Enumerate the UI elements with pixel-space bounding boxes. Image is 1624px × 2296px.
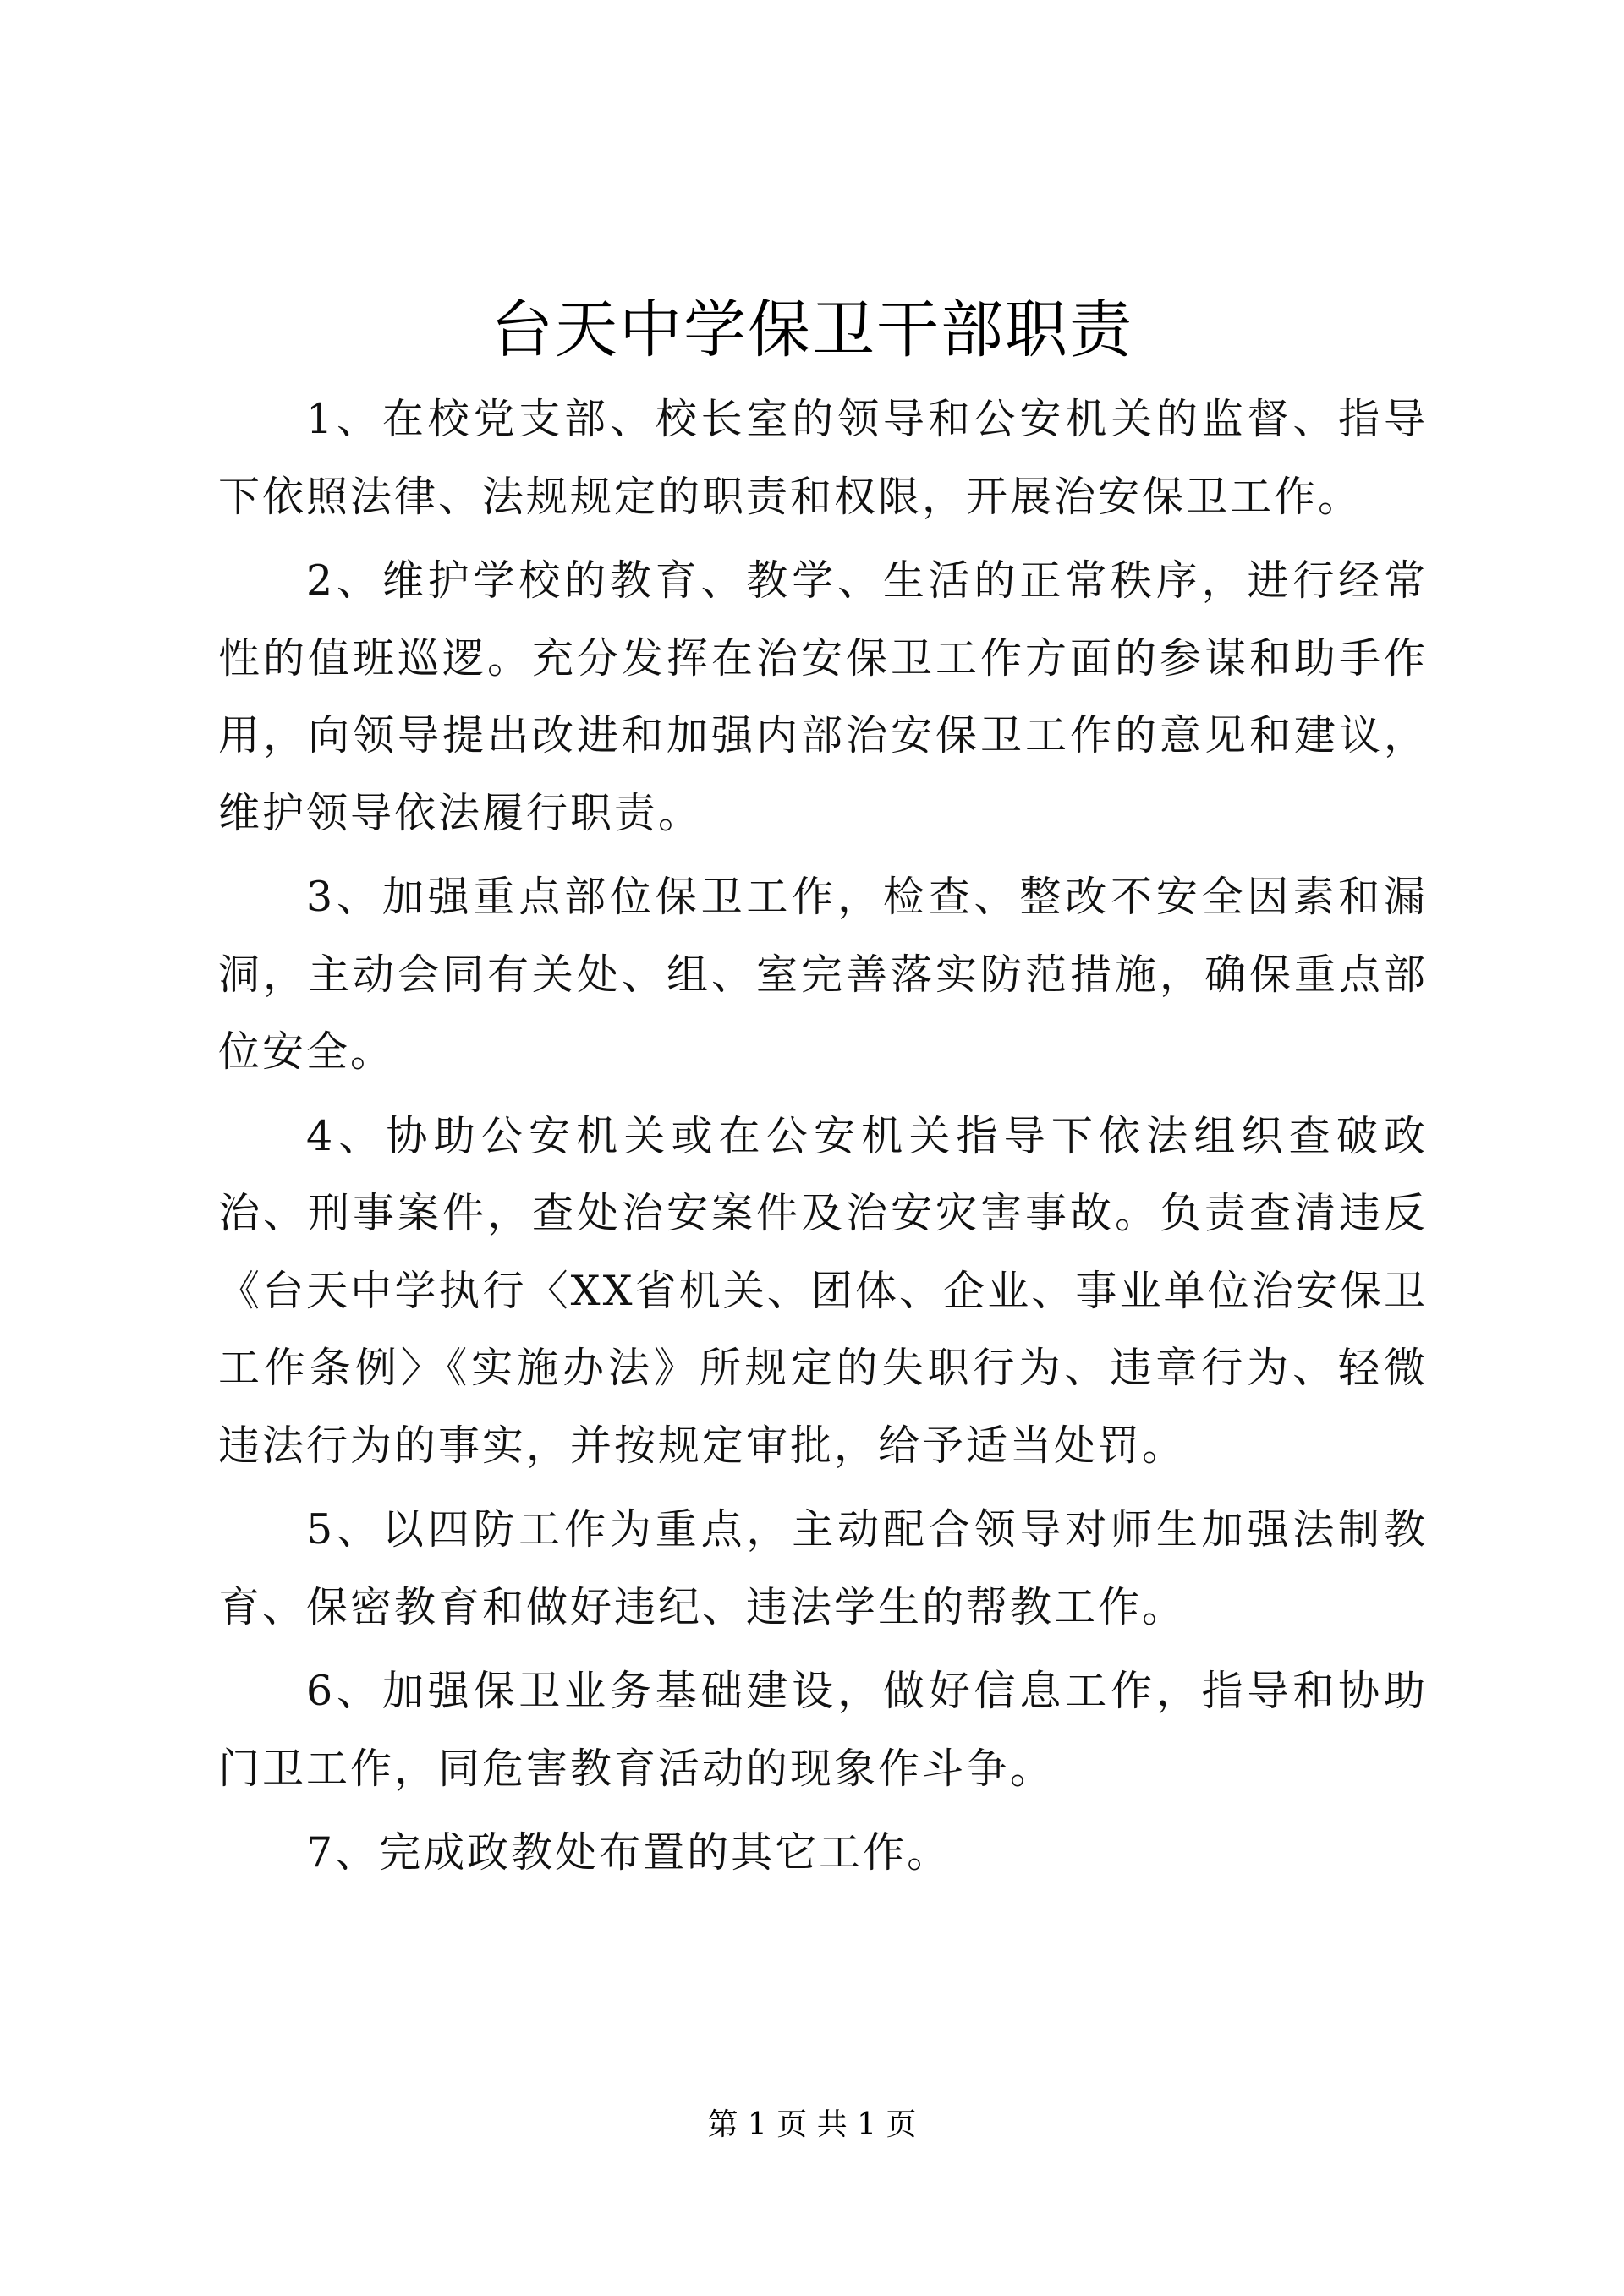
duty-paragraph-4: 4、协助公安机关或在公安机关指导下依法组织查破政治、刑事案件，查处治安案件及治安灾害事故。负责查清违反《台天中学执行〈XX省机关、团体、企业、事业单位治安保卫工作条例〉《实施办法》所规定的失职行为、违章行为、轻微违法行为的事实，并按规定审批，给予适当处罚。 [218, 1111, 1428, 1470]
duty-paragraph-7: 7、完成政教处布置的其它工作。 [306, 1828, 952, 1877]
duty-paragraph-2: 2、维护学校的教育、教学、生活的正常秩序，进行经常性的值班巡逻。充分发挥在治安保卫工作方面的参谋和助手作用，向领导提出改进和加强内部治安保卫工作的意见和建议，维护领导依法履行职责。 [218, 556, 1428, 837]
document-title: 台天中学保卫干部职责 [491, 293, 1133, 366]
document-body [218, 381, 1428, 1899]
duty-paragraph-3: 3、加强重点部位保卫工作，检查、整改不安全因素和漏洞，主动会同有关处、组、室完善落实防范措施，确保重点部位安全。 [218, 873, 1428, 1076]
duty-paragraph-1: 1、在校党支部、校长室的领导和公安机关的监督、指导下依照法律、法规规定的职责和权限，开展治安保卫工作。 [218, 395, 1428, 521]
duty-paragraph-5: 5、以四防工作为重点，主动配合领导对师生加强法制教育、保密教育和做好违纪、违法学生的帮教工作。 [218, 1505, 1428, 1631]
page-number-footer: 第 1 页 共 1 页 [707, 2107, 917, 2142]
duty-paragraph-6: 6、加强保卫业务基础建设，做好信息工作，指导和协助门卫工作，同危害教育活动的现象作斗争。 [218, 1667, 1428, 1793]
